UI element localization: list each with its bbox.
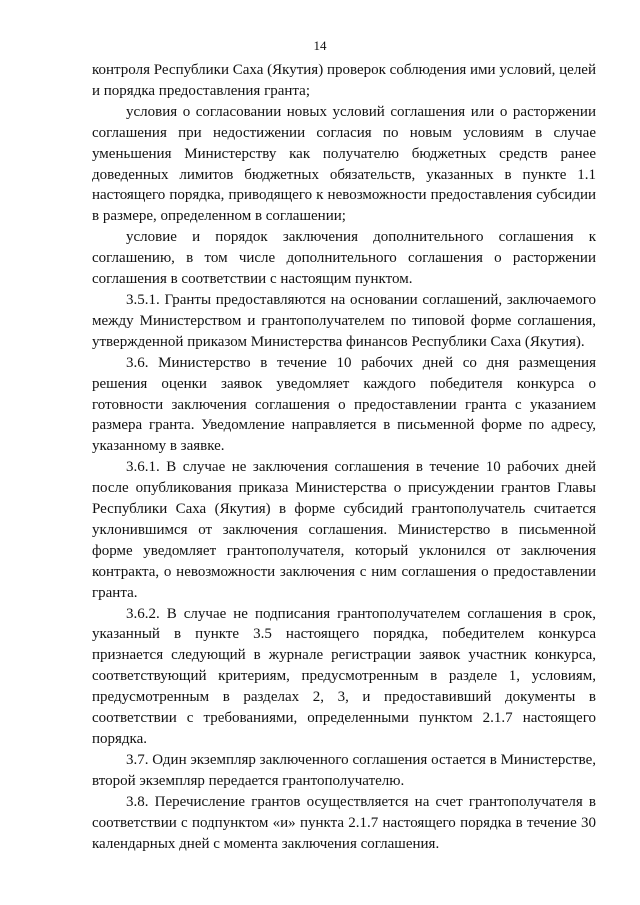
paragraph-continuation: контроля Республики Саха (Якутия) проверок соблюдения ими условий, целей и порядка предоставления гранта;	[92, 62, 596, 99]
paragraph-3-6-1: 3.6.1. В случае не заключения соглашения в течение 10 рабочих дней после опубликования приказа Министерства о присуждении грантов Главы Республики Саха (Якутия) в форме субсидий грантополучатель считается уклонившимся от заключения соглашения. Министерство в письменной форме уведомляет грантополучателя, который уклонился от заключения контракта, о невозможности заключения с ним соглашения о предоставлении гранта.	[92, 459, 596, 601]
paragraph-3-5-1: 3.5.1. Гранты предоставляются на основании соглашений, заключаемого между Министерством и грантополучателем по типовой форме соглашения, утвержденной приказом Министерства финансов Республики Саха (Якутия).	[92, 291, 596, 350]
paragraph-additional-agreement: условие и порядок заключения дополнительного соглашения к соглашению, в том числе дополнительного соглашения о расторжении соглашения в соответствии с настоящим пунктом.	[92, 229, 596, 288]
paragraph-3-8: 3.8. Перечисление грантов осуществляется на счет грантополучателя в соответствии с подпунктом «и» пункта 2.1.7 настоящего порядка в течение 30 календарных дней с момента заключения соглашения.	[92, 793, 596, 852]
paragraph-3-6: 3.6. Министерство в течение 10 рабочих дней со дня размещения решения оценки заявок уведомляет каждого победителя конкурса о готовности заключения соглашения о предоставлении гранта с указанием размера гранта. Уведомление направляется в письменной форме по адресу, указанному в заявке.	[92, 354, 596, 455]
document-body	[92, 60, 596, 854]
page-number: 14	[313, 38, 327, 53]
paragraph-3-6-2: 3.6.2. В случае не подписания грантополучателем соглашения в срок, указанный в пункте 3.5 настоящего порядка, победителем конкурса признается следующий в журнале регистрации заявок участник конкурса, соответствующий критериям, предусмотренным в разделе 1, условиям, предусмотренным в разделах 2, 3, и предоставивший документы в соответствии с требованиями, определенными пунктом 2.1.7 настоящего порядка.	[92, 605, 596, 747]
paragraph-3-7: 3.7. Один экземпляр заключенного соглашения остается в Министерстве, второй экземпляр передается грантополучателю.	[92, 751, 596, 789]
paragraph-agreement-conditions: условия о согласовании новых условий соглашения или о расторжении соглашения при недостижении согласия по новым условиям в случае уменьшения Министерству как получателю бюджетных средств ранее доведенных лимитов бюджетных обязательств, указанных в пункте 1.1 настоящего порядка, приводящего к невозможности предоставления субсидии в размере, определенном в соглашении;	[92, 103, 596, 225]
